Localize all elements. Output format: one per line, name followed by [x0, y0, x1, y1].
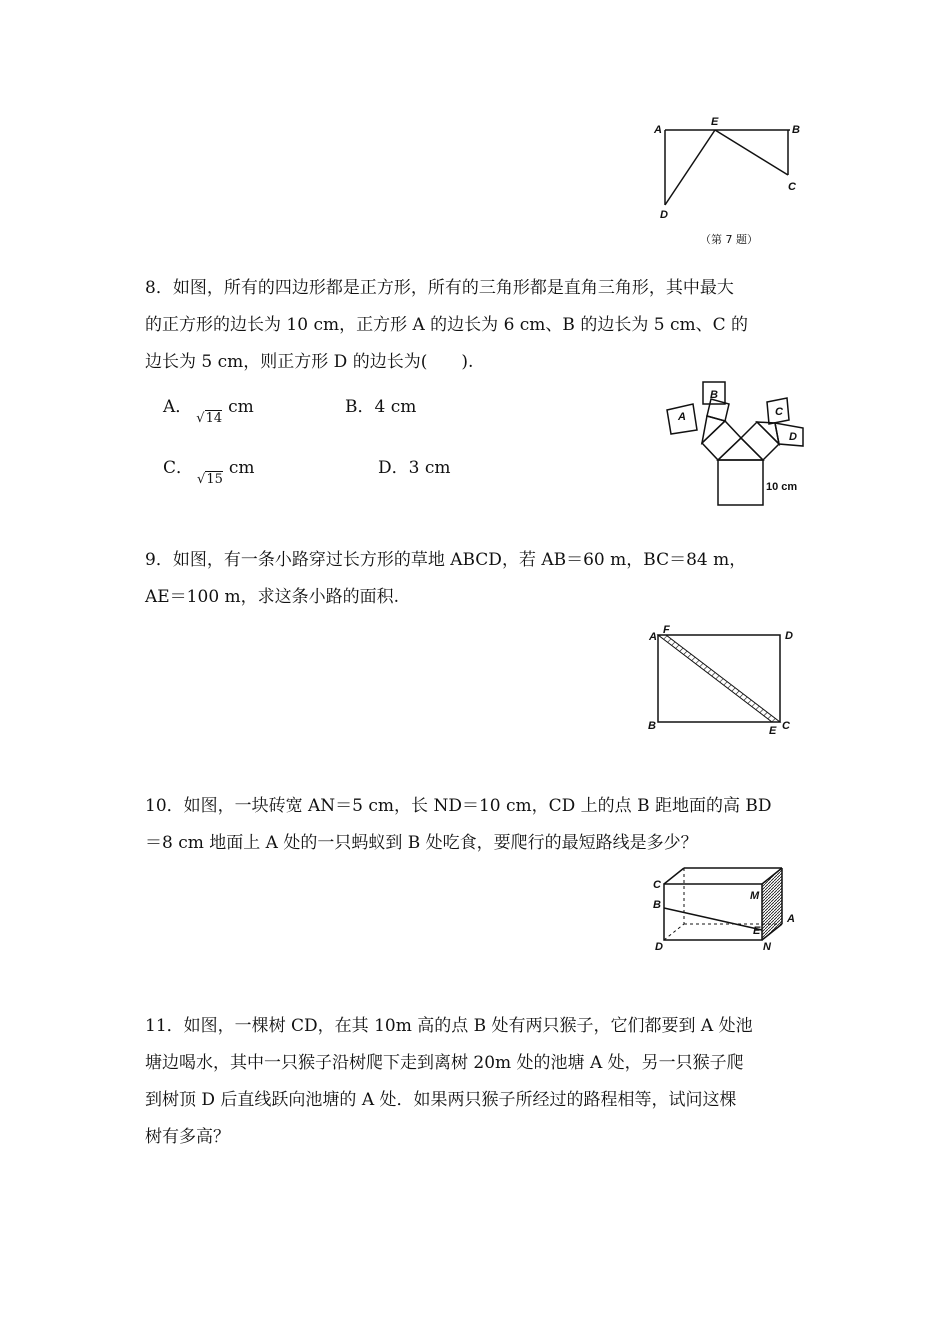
q8-line-2: 的正方形的边长为 10 cm，正方形 A 的边长为 6 cm、B 的边长为 5 cm、C 的: [145, 315, 749, 335]
q9-label-b: B: [648, 720, 656, 732]
q7-figure: [640, 110, 820, 260]
q11-line-4: 树有多高？: [145, 1127, 230, 1147]
q10-label-n: N: [763, 941, 771, 953]
q10-line-1: 10．如图，一块砖宽 AN＝5 cm，长 ND＝10 cm，CD 上的点 B 距地面的高 BD: [145, 796, 772, 816]
q8-figure-size: 10 cm: [766, 481, 798, 493]
q10-label-e: E: [753, 925, 761, 937]
q8-figure-label-d: D: [789, 431, 797, 443]
q8-line-3: 边长为 5 cm，则正方形 D 的边长为( ).: [145, 352, 474, 372]
q8-figure-label-b: B: [710, 389, 718, 401]
q9-line-2: AE＝100 m，求这条小路的面积.: [145, 587, 400, 607]
q9-text: [145, 542, 810, 616]
q8-figure-label-a: A: [678, 411, 686, 423]
q8-option-d: [378, 453, 451, 478]
q10-line-2: ＝8 cm 地面上 A 处的一只蚂蚁到 B 处吃食，要爬行的最短路线是多少？: [145, 833, 698, 853]
q10-label-b: B: [653, 899, 661, 911]
q7-label-e: E: [711, 116, 719, 128]
q8-option-a-unit: cm: [228, 397, 254, 417]
q9-figure: [645, 622, 805, 742]
q10-label-d: D: [655, 941, 663, 953]
q8-option-d-label: D．3 cm: [378, 458, 451, 478]
q8-option-c-radicand: 15: [206, 472, 223, 487]
q9-line-1: 9．如图，有一条小路穿过长方形的草地 ABCD，若 AB＝60 m，BC＝84 m，: [145, 550, 747, 570]
q7-label-c: C: [788, 181, 796, 193]
q10-label-m: M: [750, 890, 760, 902]
q8-option-a-radicand: 14: [205, 411, 223, 426]
q7-label-b: B: [792, 124, 800, 136]
q8-option-c: [163, 453, 255, 487]
q8-line-1: 8．如图，所有的四边形都是正方形，所有的三角形都是直角三角形，其中最大: [145, 278, 734, 298]
q7-caption: （第 7 题）: [700, 233, 758, 246]
q8-option-b: [345, 392, 416, 417]
q10-figure: [648, 860, 808, 960]
q8-option-c-label: C．: [163, 458, 194, 478]
q10-label-c: C: [653, 879, 661, 891]
q8-option-a: [163, 392, 254, 426]
q9-label-c: C: [782, 720, 790, 732]
q8-figure: [665, 380, 815, 510]
sqrt-icon: √15: [197, 472, 223, 487]
q9-label-e: E: [769, 725, 777, 737]
q9-label-a: A: [649, 631, 657, 643]
q8-option-c-unit: cm: [228, 458, 255, 478]
q11-line-1: 11．如图，一棵树 CD，在其 10m 高的点 B 处有两只猴子，它们都要到 A 处池: [145, 1016, 753, 1036]
q8-option-a-label: A．: [163, 397, 193, 417]
sqrt-icon: √14: [196, 411, 223, 426]
q9-label-d: D: [785, 630, 793, 642]
q8-option-b-label: B．4 cm: [345, 397, 417, 417]
q11-line-2: 塘边喝水，其中一只猴子沿树爬下走到离树 20m 处的池塘 A 处，另一只猴子爬: [145, 1053, 744, 1073]
q11-text: [145, 1008, 810, 1156]
q7-label-d: D: [660, 209, 668, 221]
q8-text: [145, 270, 810, 381]
q8-figure-label-c: C: [775, 406, 783, 418]
q7-label-a: A: [654, 124, 662, 136]
q9-label-f: F: [663, 624, 670, 636]
q10-label-a: A: [787, 913, 795, 925]
q10-text: [145, 788, 810, 862]
q11-line-3: 到树顶 D 后直线跃向池塘的 A 处．如果两只猴子所经过的路程相等，试问这棵: [145, 1090, 737, 1110]
